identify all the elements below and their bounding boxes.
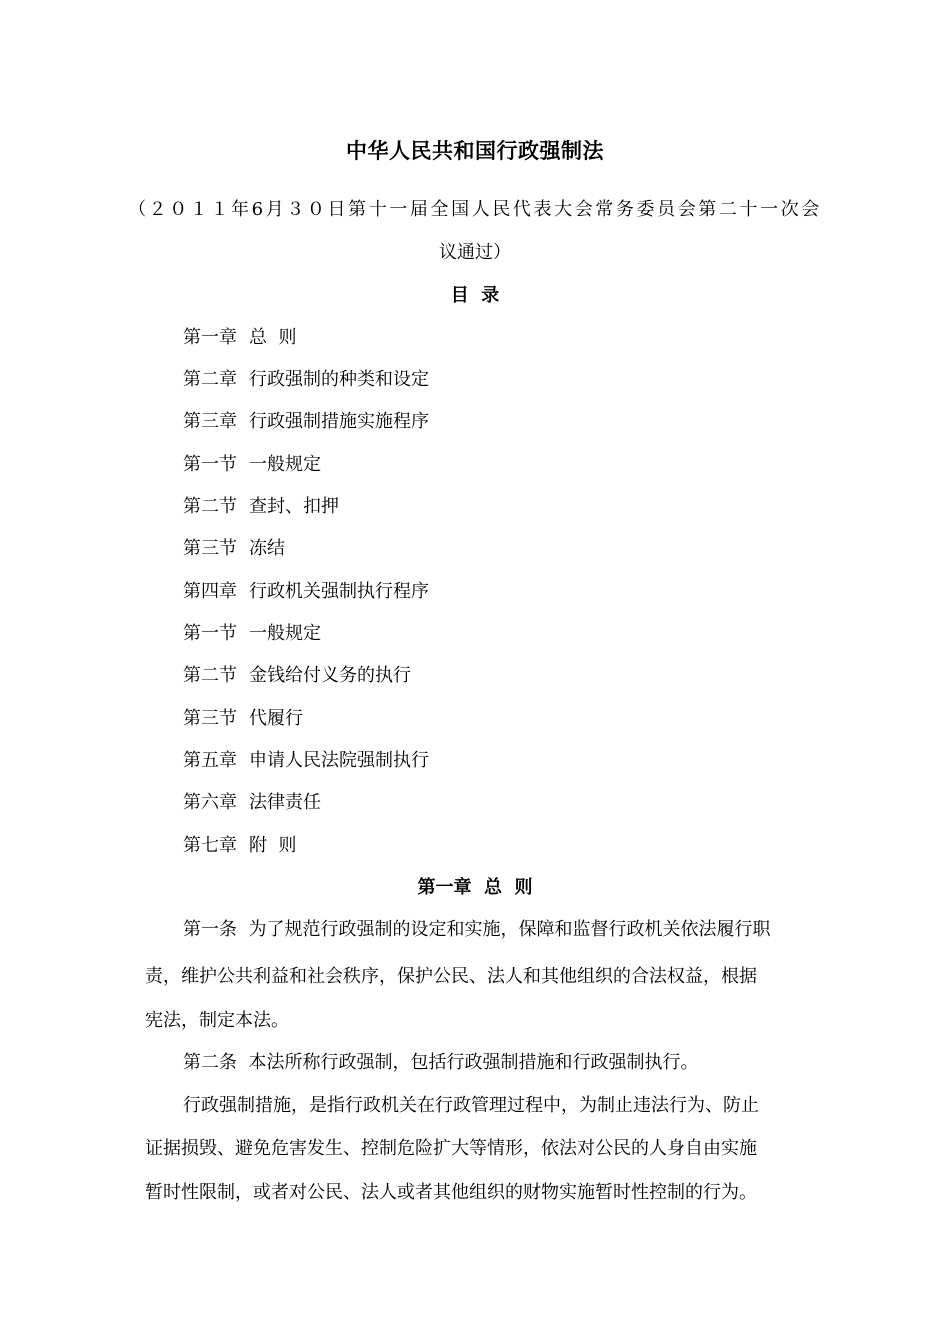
toc-item xyxy=(183,581,429,603)
toc-item xyxy=(183,327,296,349)
toc-item-name: 行政强制的种类和设定 xyxy=(249,369,429,390)
toc-item-name: 行政强制措施实施程序 xyxy=(249,411,429,432)
toc-item xyxy=(183,708,303,730)
toc-item-number: 第一节 xyxy=(183,623,237,644)
toc-item-name: 一般规定 xyxy=(249,454,321,475)
toc-item-number: 第三节 xyxy=(183,708,237,729)
toc-item-number: 第三章 xyxy=(183,411,237,432)
toc-item-name: 查封、扣押 xyxy=(249,496,339,517)
toc-item-name: 代履行 xyxy=(249,708,303,729)
toc-item xyxy=(183,496,339,518)
toc-item xyxy=(183,454,321,476)
document-title: 中华人民共和国行政强制法 xyxy=(346,138,604,163)
toc-item xyxy=(183,665,411,687)
toc-item-number: 第一节 xyxy=(183,454,237,475)
toc-item-number: 第四章 xyxy=(183,581,237,602)
toc-item-number: 第二节 xyxy=(183,665,237,686)
article-2-para-line: 行政强制措施，是指行政机关在行政管理过程中，为制止违法行为、防止 xyxy=(183,1095,759,1116)
chapter-heading: 第一章 总 则 xyxy=(417,877,533,898)
toc-item-name: 申请人民法院强制执行 xyxy=(249,750,429,771)
toc-item xyxy=(183,750,429,772)
toc-item-number: 第三节 xyxy=(183,538,237,559)
article-1-line: 宪法，制定本法。 xyxy=(145,1010,289,1031)
toc-item-name: 冻结 xyxy=(249,538,285,559)
article-1-line: 第一条 为了规范行政强制的设定和实施，保障和监督行政机关依法履行职 xyxy=(183,919,771,940)
toc-item xyxy=(183,369,429,391)
toc-item xyxy=(183,835,296,857)
article-1-line: 责，维护公共利益和社会秩序，保护公民、法人和其他组织的合法权益，根据 xyxy=(145,966,757,987)
toc-heading: 目 录 xyxy=(450,285,500,306)
toc-item-number: 第六章 xyxy=(183,792,237,813)
toc-item-name: 一般规定 xyxy=(249,623,321,644)
toc-item-name: 附 则 xyxy=(249,835,297,856)
toc-item xyxy=(183,792,321,814)
toc-item-name: 法律责任 xyxy=(249,792,321,813)
toc-item xyxy=(183,623,321,645)
toc-item-number: 第二节 xyxy=(183,496,237,517)
toc-item-name: 金钱给付义务的执行 xyxy=(249,665,411,686)
toc-item-number: 第七章 xyxy=(183,835,237,856)
article-2-para-line: 证据损毁、避免危害发生、控制危险扩大等情形，依法对公民的人身自由实施 xyxy=(145,1138,757,1159)
toc-item-number: 第一章 xyxy=(183,327,237,348)
article-2-line: 第二条 本法所称行政强制，包括行政强制措施和行政强制执行。 xyxy=(183,1052,699,1073)
document-subtitle-line1: （２０１１年6月３０日第十一届全国人民代表大会常务委员会第二十一次会 xyxy=(128,199,822,220)
toc-item-number: 第二章 xyxy=(183,369,237,390)
article-2-para-line: 暂时性限制，或者对公民、法人或者其他组织的财物实施暂时性控制的行为。 xyxy=(145,1182,757,1203)
toc-item-name: 行政机关强制执行程序 xyxy=(249,581,429,602)
toc-item xyxy=(183,411,429,433)
document-subtitle-line2: 议通过） xyxy=(439,242,511,263)
toc-item xyxy=(183,538,285,560)
toc-item-number: 第五章 xyxy=(183,750,237,771)
toc-item-name: 总 则 xyxy=(249,327,297,348)
